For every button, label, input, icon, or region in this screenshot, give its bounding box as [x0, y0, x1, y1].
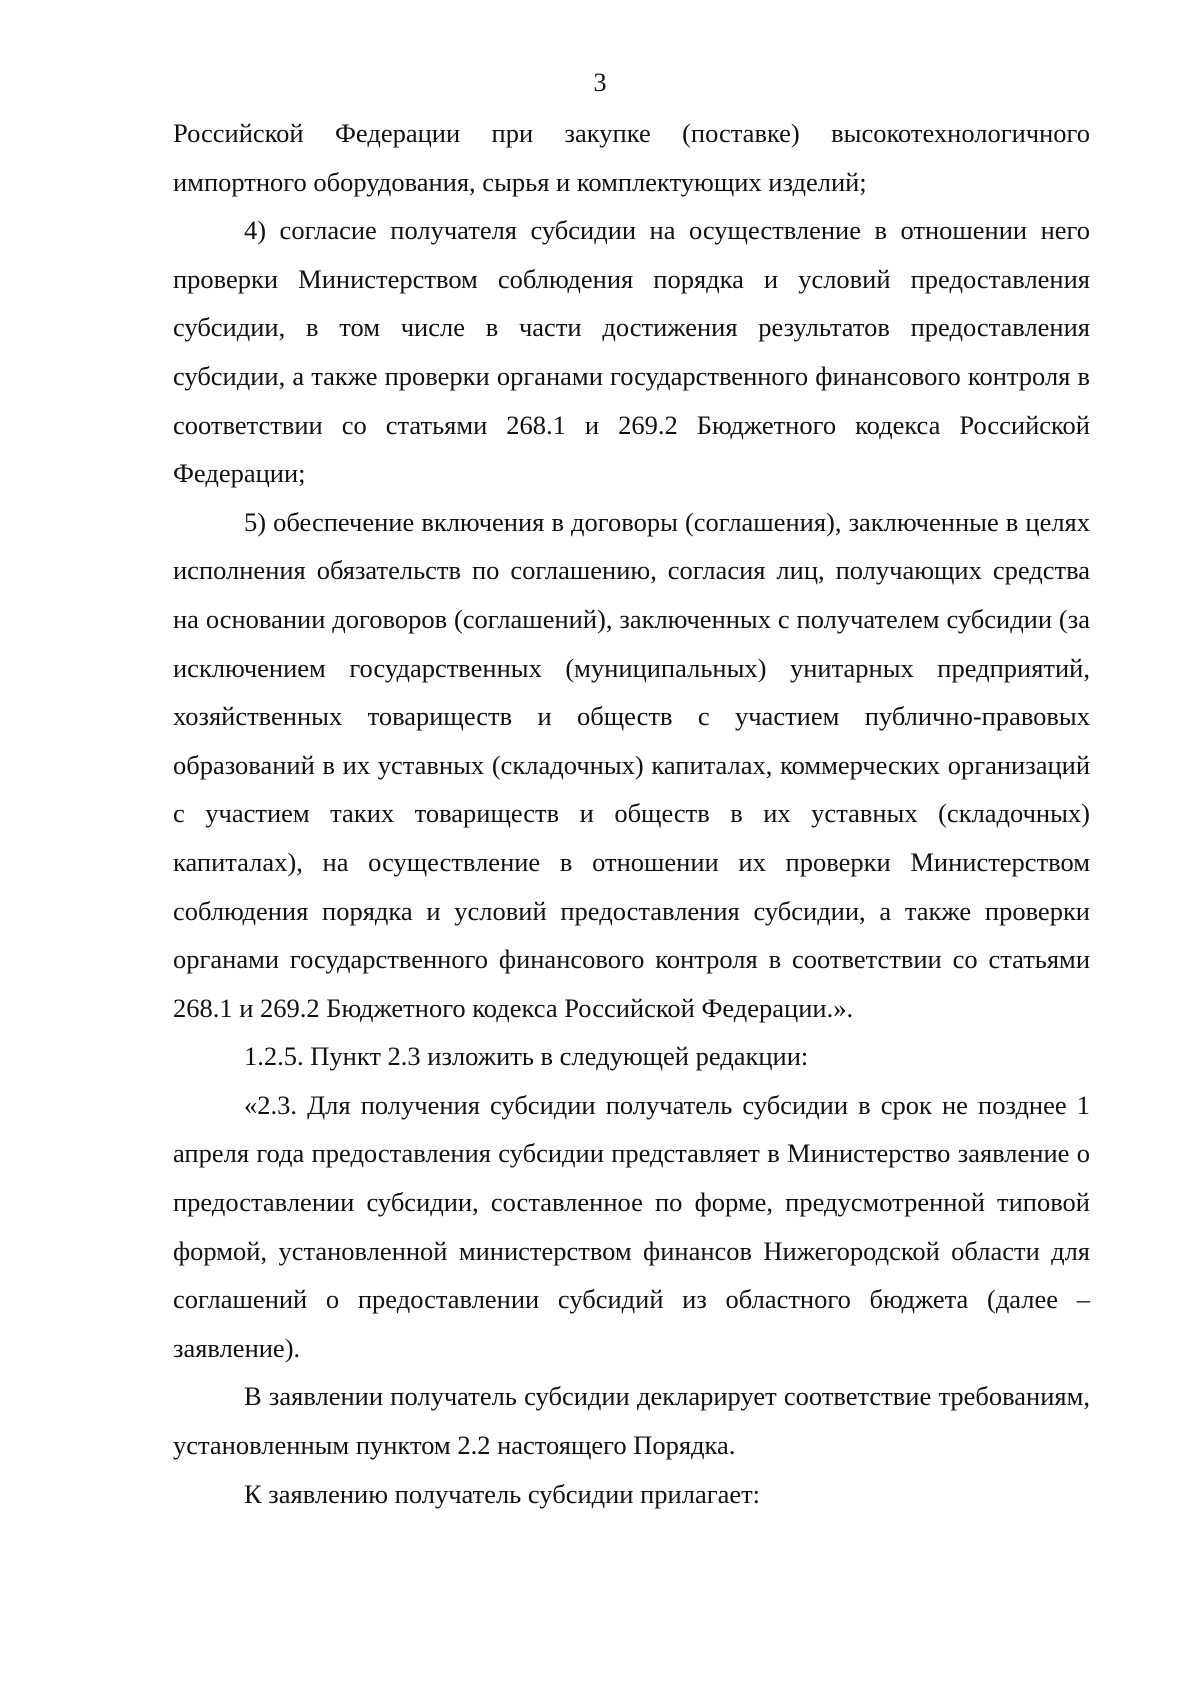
paragraph-amendment-1-2-5: 1.2.5. Пункт 2.3 изложить в следующей редакции: [244, 1041, 809, 1072]
page-number: 3 [593, 68, 607, 97]
paragraph-item-4: 4) согласие получателя субсидии на осуществление в отношении него проверки Министерством соблюдения порядка и условий предоставления субсидии, в том числе в части достижения результатов предоставления субсидии, а также проверки органами государственного финансового контроля в соответствии со статьями 268.1 и 269.2 Бюджетного кодекса Российской Федерации; [173, 215, 1090, 489]
paragraph-declaration: В заявлении получатель субсидии декларирует соответствие требованиям, установленным пунктом 2.2 настоящего Порядка. [173, 1381, 1090, 1461]
paragraph-attachments-intro: К заявлению получатель субсидии прилагает: [244, 1478, 761, 1509]
paragraph-clause-2-3: «2.3. Для получения субсидии получатель субсидии в срок не позднее 1 апреля года предоставления субсидии представляет в Министерство заявление о предоставлении субсидии, составленное по форме, предусмотренной типовой формой, установленной министерством финансов Нижегородской области для соглашений о предоставлении субсидий из областного бюджета (далее – заявление). [173, 1089, 1090, 1363]
document-body [173, 109, 1090, 1518]
paragraph-continuation: Российской Федерации при закупке (поставке) высокотехнологичного импортного оборудования, сырья и комплектующих изделий; [173, 118, 1090, 197]
paragraph-item-5: 5) обеспечение включения в договоры (соглашения), заключенные в целях исполнения обязательств по соглашению, согласия лиц, получающих средства на основании договоров (соглашений), заключенных с получателем субсидии (за исключением государственных (муниципальных) унитарных предприятий, хозяйственных товариществ и обществ с участием публично-правовых образований в их уставных (складочных) капиталах, коммерческих организаций с участием таких товариществ и обществ в их уставных (складочных) капиталах), на осуществление в отношении их проверки Министерством соблюдения порядка и условий предоставления субсидии, а также проверки органами государственного финансового контроля в соответствии со статьями 268.1 и 269.2 Бюджетного кодекса Российской Федерации.». [173, 506, 1090, 1023]
